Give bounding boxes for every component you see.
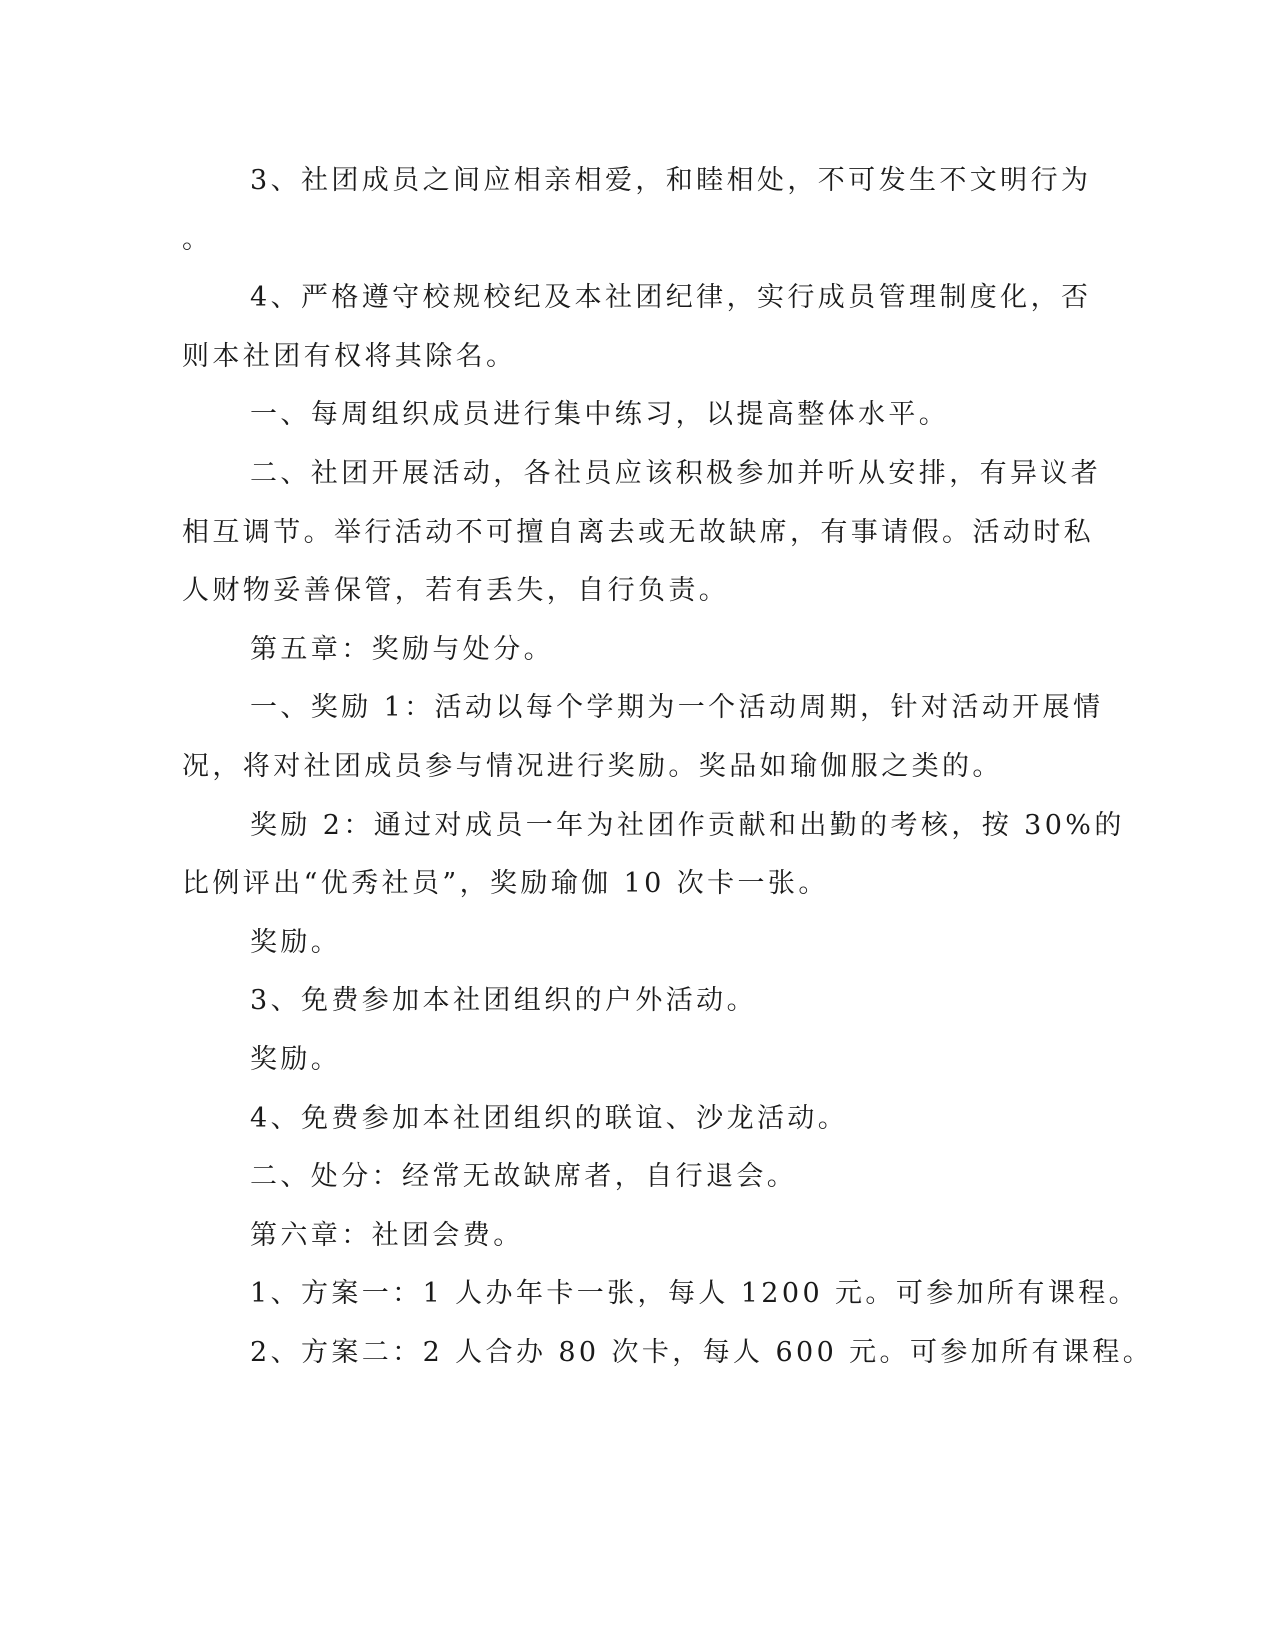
practice-paragraph: 一、每周组织成员进行集中练习，以提高整体水平。	[250, 399, 950, 431]
rule-3-line-1: 3、社团成员之间应相亲相爱，和睦相处，不可发生不文明行为	[250, 165, 1092, 196]
reward-2-line-1: 奖励 2：通过对成员一年为社团作贡献和出勤的考核，按 30%的	[250, 809, 1125, 841]
reward-2-line-2: 比例评出“优秀社员”，奖励瑜伽 10 次卡一张。	[182, 868, 829, 900]
activity-paragraph-line-2: 相互调节。举行活动不可擅自离去或无故缺席，有事请假。活动时私	[182, 516, 1094, 548]
penalty-paragraph: 二、处分：经常无故缺席者，自行退会。	[250, 1161, 798, 1193]
activity-paragraph-line-3: 人财物妥善保管，若有丢失，自行负责。	[182, 575, 730, 607]
reward-1-line-1: 一、奖励 1：活动以每个学期为一个活动周期，针对活动开展情	[250, 692, 1104, 724]
reward-4-paragraph: 4、免费参加本社团组织的联谊、沙龙活动。	[250, 1102, 849, 1134]
document-body	[182, 152, 1154, 1382]
rule-3-line-2: 。	[182, 223, 213, 255]
rule-4-line-1: 4、严格遵守校规校纪及本社团纪律，实行成员管理制度化，否	[250, 282, 1092, 314]
chapter-5-heading: 第五章：奖励与处分。	[250, 633, 554, 665]
reward-3-paragraph: 3、免费参加本社团组织的户外活动。	[250, 985, 757, 1017]
fee-plan-2: 2、方案二：2 人合办 80 次卡，每人 600 元。可参加所有课程。	[250, 1336, 1154, 1368]
reward-label-a: 奖励。	[250, 926, 342, 958]
chapter-6-heading: 第六章：社团会费。	[250, 1219, 524, 1251]
reward-label-b: 奖励。	[250, 1043, 342, 1075]
reward-1-line-2: 况，将对社团成员参与情况进行奖励。奖品如瑜伽服之类的。	[182, 750, 1003, 782]
rule-4-line-2: 则本社团有权将其除名。	[182, 340, 517, 372]
activity-paragraph-line-1: 二、社团开展活动，各社员应该积极参加并听从安排，有异议者	[250, 457, 1102, 489]
fee-plan-1: 1、方案一：1 人办年卡一张，每人 1200 元。可参加所有课程。	[250, 1278, 1140, 1310]
